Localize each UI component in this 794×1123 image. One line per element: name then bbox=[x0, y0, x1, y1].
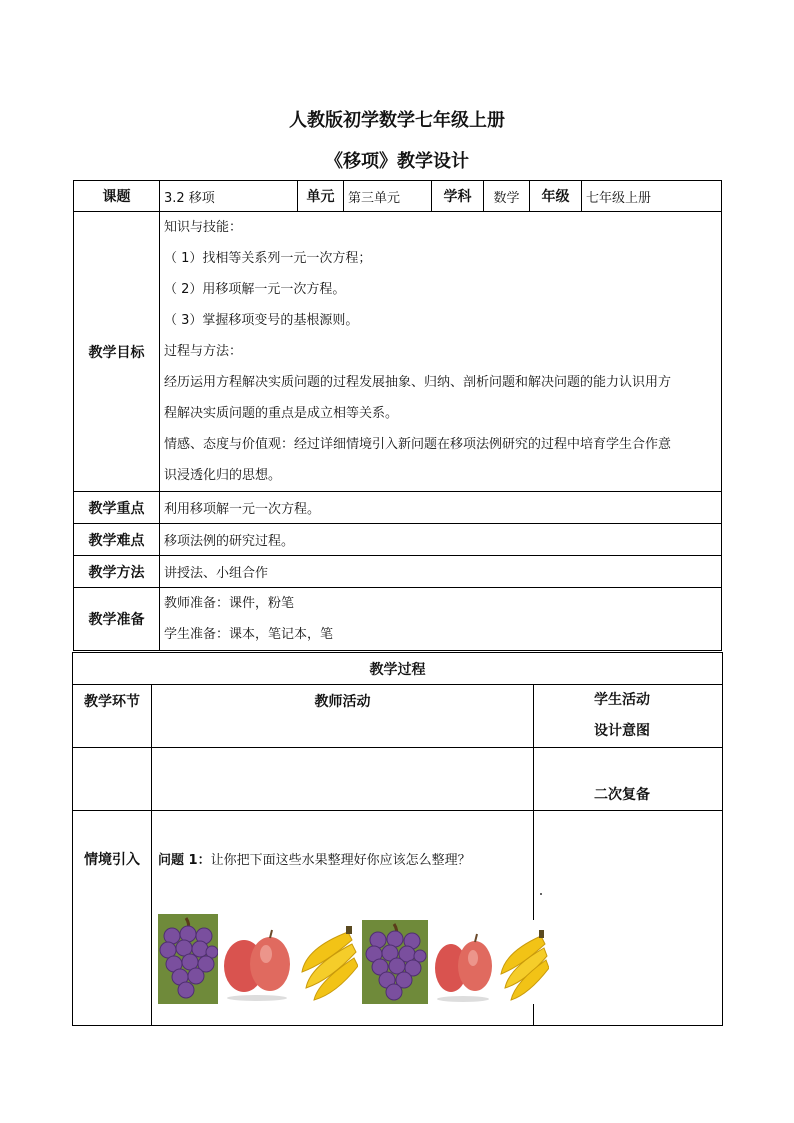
method-value: 讲授法、小组合作 bbox=[160, 556, 722, 588]
goals-line: 识浸透化归的思想。 bbox=[164, 468, 282, 483]
topic-value: 3.2 移项 bbox=[160, 181, 298, 212]
teaching-process-table bbox=[72, 652, 723, 1026]
second-prep-label: 二次复备 bbox=[534, 748, 723, 811]
goals-line: （ 1）找相等关系列一元一次方程； bbox=[164, 251, 372, 266]
intro-stage-label: 情境引入 bbox=[73, 811, 152, 1026]
grade-label: 年级 bbox=[530, 181, 582, 212]
goals-line: （ 3）掌握移项变号的基根源则。 bbox=[164, 313, 359, 328]
goals-line: 经历运用方程解决实质问题的过程发展抽象、归纳、剖析问题和解决问题的能力认识用方 bbox=[164, 375, 672, 390]
goals-line: 过程与方法： bbox=[164, 344, 243, 359]
apple-image bbox=[222, 914, 292, 1008]
unit-value: 第三单元 bbox=[344, 181, 432, 212]
question-1 bbox=[158, 849, 529, 868]
key-label: 教学重点 bbox=[74, 492, 160, 524]
key-value: 利用移项解一元一次方程。 bbox=[160, 492, 722, 524]
topic-label: 课题 bbox=[74, 181, 160, 212]
unit-label: 单元 bbox=[298, 181, 344, 212]
process-heading: 教学过程 bbox=[73, 653, 723, 685]
document-subtitle: 《移项》教学设计 bbox=[325, 151, 469, 172]
banana-image bbox=[296, 914, 358, 1008]
goals-line: 程解决实质问题的重点是成立相等关系。 bbox=[164, 406, 399, 421]
stage-column-header: 教学环节 bbox=[73, 685, 152, 748]
question-label: 问题 1： bbox=[158, 853, 211, 868]
intro-student-cell bbox=[534, 811, 723, 1026]
prep-label: 教学准备 bbox=[74, 588, 160, 651]
lesson-info-table bbox=[73, 180, 722, 651]
method-label: 教学方法 bbox=[74, 556, 160, 588]
subject-label: 学科 bbox=[432, 181, 484, 212]
goals-label: 教学目标 bbox=[74, 212, 160, 492]
apple-image bbox=[433, 920, 493, 1008]
teacher-column-header: 教师活动 bbox=[152, 685, 534, 748]
stray-mark bbox=[540, 893, 542, 895]
question-text: 让你把下面这些水果整理好你应该怎么整理？ bbox=[210, 853, 471, 868]
prep-content bbox=[160, 588, 722, 651]
fruit-images bbox=[158, 914, 529, 1006]
goals-line: 知识与技能： bbox=[164, 220, 243, 235]
grade-value: 七年级上册 bbox=[582, 181, 722, 212]
empty-stage-cell bbox=[73, 748, 152, 811]
goals-line: （ 2）用移项解一元一次方程。 bbox=[164, 282, 346, 297]
grape-image bbox=[158, 914, 218, 1008]
prep-teacher: 教师准备：课件，粉笔 bbox=[164, 596, 295, 611]
difficulty-label: 教学难点 bbox=[74, 524, 160, 556]
grape-image bbox=[362, 920, 428, 1008]
student-column-header bbox=[534, 685, 723, 748]
goals-content bbox=[160, 212, 722, 492]
goals-line: 情感、态度与价值观：经过详细情境引入新问题在移项法例研究的过程中培育学生合作意 bbox=[164, 437, 672, 452]
design-intent-header: 设计意图 bbox=[594, 723, 650, 739]
subject-value: 数学 bbox=[484, 181, 530, 212]
prep-student: 学生准备：课本，笔记本，笔 bbox=[164, 627, 334, 642]
document-title: 人教版初学数学七年级上册 bbox=[289, 110, 505, 131]
empty-teacher-cell bbox=[152, 748, 534, 811]
difficulty-value: 移项法例的研究过程。 bbox=[160, 524, 722, 556]
intro-teacher-cell bbox=[152, 811, 534, 1026]
student-activity-header: 学生活动 bbox=[594, 692, 650, 708]
